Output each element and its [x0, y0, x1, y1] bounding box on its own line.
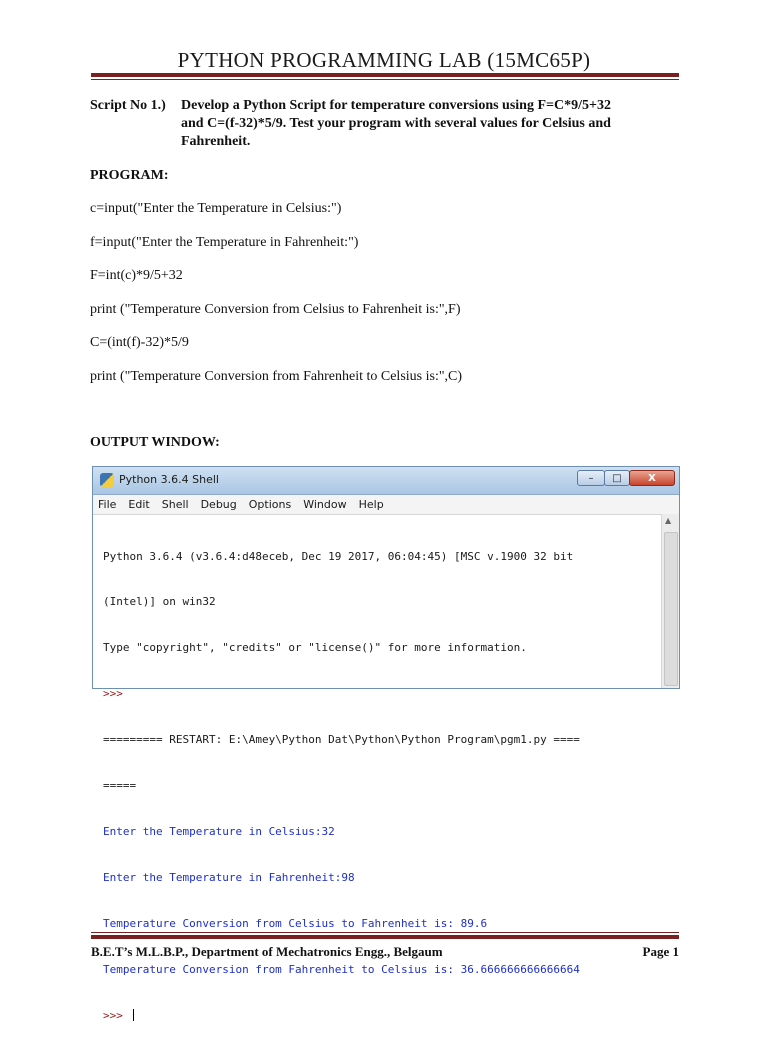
header-rule-thin	[91, 79, 679, 80]
scroll-up-icon[interactable]: ▲	[665, 516, 672, 525]
page-header-title: PYTHON PROGRAMMING LAB (15MC65P)	[177, 48, 591, 72]
vertical-scrollbar[interactable]	[661, 514, 679, 688]
code-line: c=input("Enter the Temperature in Celsius:")	[90, 201, 342, 216]
script-text	[181, 97, 680, 151]
output-heading: OUTPUT WINDOW:	[90, 435, 220, 450]
menu-file[interactable]: File	[98, 498, 117, 511]
maximize-button[interactable]: □	[604, 470, 630, 486]
shell-prompt: >>>	[103, 687, 130, 701]
code-line: f=input("Enter the Temperature in Fahrenheit:")	[90, 235, 359, 250]
script-label: Script No 1.)	[90, 98, 166, 113]
shell-line: Enter the Temperature in Celsius:32	[103, 824, 335, 838]
shell-prompt-active	[103, 1008, 662, 1023]
footer-rule-thin	[91, 932, 679, 933]
python-icon	[100, 473, 114, 487]
menu-debug[interactable]: Debug	[200, 498, 237, 511]
shell-line: Type "copyright", "credits" or "license()" for more information.	[103, 641, 527, 655]
shell-line: ========= RESTART: E:\Amey\Python Dat\Python\Python Program\pgm1.py ====	[103, 733, 580, 747]
script-line: Develop a Python Script for temperature conversions using F=C*9/5+32	[181, 98, 611, 113]
shell-line: Enter the Temperature in Fahrenheit:98	[103, 870, 355, 884]
page-number: Page 1	[642, 944, 679, 959]
shell-line: =====	[103, 779, 137, 793]
program-heading: PROGRAM:	[90, 168, 169, 183]
shell-line: Python 3.6.4 (v3.6.4:d48eceb, Dec 19 2017, 06:04:45) [MSC v.1900 32 bit	[103, 549, 574, 563]
code-line: C=(int(f)-32)*5/9	[90, 335, 189, 350]
footer-rule	[91, 935, 679, 939]
script-description	[90, 97, 680, 151]
menu-options[interactable]: Options	[248, 498, 292, 511]
shell-menubar	[93, 495, 679, 515]
shell-title: Python 3.6.4 Shell	[119, 473, 219, 486]
menu-window[interactable]: Window	[303, 498, 347, 511]
shell-line: Temperature Conversion from Celsius to Fahrenheit is: 89.6	[103, 916, 488, 930]
script-line: and C=(f-32)*5/9. Test your program with several values for Celsius and	[181, 116, 611, 131]
prompt-text: >>>	[103, 1008, 130, 1022]
menu-shell[interactable]: Shell	[161, 498, 189, 511]
code-line: print ("Temperature Conversion from Fahrenheit to Celsius is:",C)	[90, 369, 463, 384]
shell-line: (Intel)] on win32	[103, 595, 216, 609]
minimize-button[interactable]: –	[577, 470, 605, 486]
script-line: Fahrenheit.	[181, 134, 251, 149]
code-line: print ("Temperature Conversion from Celsius to Fahrenheit is:",F)	[90, 302, 461, 317]
shell-line: Temperature Conversion from Fahrenheit to Celsius is: 36.666666666666664	[103, 962, 580, 976]
close-button[interactable]: X	[629, 470, 675, 486]
menu-edit[interactable]: Edit	[128, 498, 150, 511]
header-rule	[91, 73, 679, 77]
footer-institution: B.E.T’s M.L.B.P., Department of Mechatronics Engg., Belgaum	[91, 944, 443, 959]
shell-titlebar[interactable]	[93, 467, 679, 495]
code-line: F=int(c)*9/5+32	[90, 268, 183, 283]
text-caret	[133, 1009, 134, 1021]
scroll-thumb[interactable]	[664, 532, 678, 686]
menu-help[interactable]: Help	[358, 498, 384, 511]
